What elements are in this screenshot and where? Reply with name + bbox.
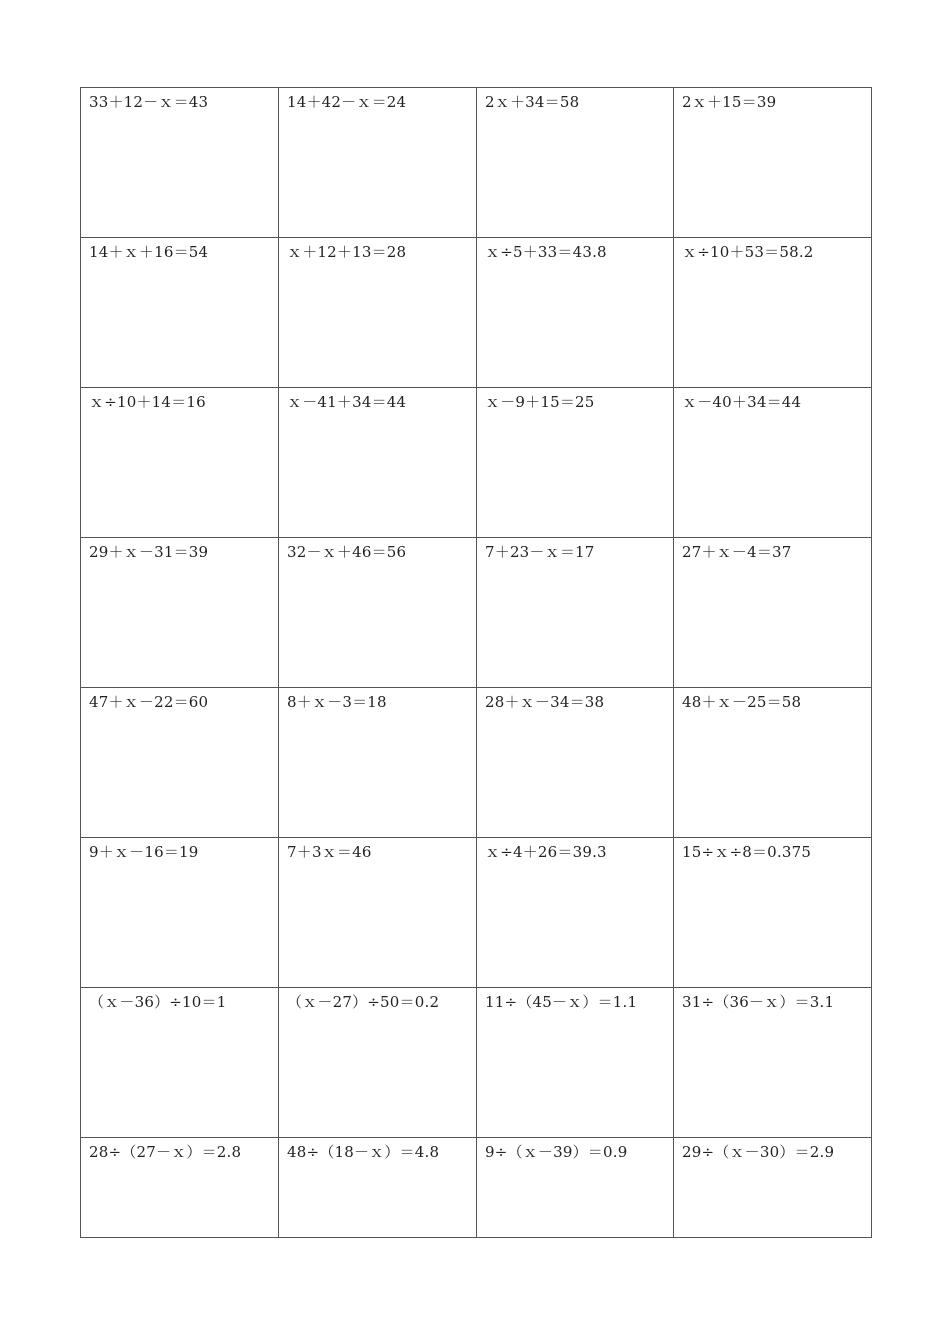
equation-cell	[279, 838, 477, 988]
equation-text: （ｘ－36）÷10＝1	[89, 993, 227, 1011]
equation-text: 29＋ｘ－31＝39	[89, 543, 209, 561]
equation-text: 47＋ｘ－22＝60	[89, 693, 209, 711]
equation-text: 7＋3ｘ＝46	[287, 843, 372, 861]
table-row	[81, 88, 872, 238]
equation-cell	[81, 538, 279, 688]
equation-text: 8＋ｘ－3＝18	[287, 693, 387, 711]
equation-text: 15÷ｘ÷8＝0.375	[682, 843, 812, 861]
table-row	[81, 538, 872, 688]
equation-cell	[81, 988, 279, 1138]
equation-text: ｘ÷5＋33＝43.8	[485, 243, 607, 261]
equation-cell	[477, 1138, 674, 1238]
equation-text: 7＋23－ｘ＝17	[485, 543, 595, 561]
equation-cell	[279, 988, 477, 1138]
equation-cell	[674, 838, 872, 988]
equation-text: 14＋ｘ＋16＝54	[89, 243, 209, 261]
equation-worksheet-table	[80, 87, 872, 1238]
table-row	[81, 1138, 872, 1238]
table-row	[81, 388, 872, 538]
equation-cell	[279, 1138, 477, 1238]
equation-text: 2ｘ＋34＝58	[485, 93, 580, 111]
table-row	[81, 988, 872, 1138]
equation-text: 48÷（18－ｘ）＝4.8	[287, 1143, 440, 1161]
equation-text: ｘ÷10＋14＝16	[89, 393, 206, 411]
equation-text: 29÷（ｘ－30）＝2.9	[682, 1143, 835, 1161]
equation-cell	[279, 388, 477, 538]
equation-text: ｘ÷10＋53＝58.2	[682, 243, 814, 261]
equation-cell	[81, 238, 279, 388]
equation-cell	[279, 238, 477, 388]
equation-cell	[674, 238, 872, 388]
equation-cell	[674, 388, 872, 538]
equation-cell	[477, 388, 674, 538]
equation-cell	[81, 388, 279, 538]
equation-cell	[81, 838, 279, 988]
equation-text: 9＋ｘ－16＝19	[89, 843, 199, 861]
equation-text: 28＋ｘ－34＝38	[485, 693, 605, 711]
equation-text: ｘ÷4＋26＝39.3	[485, 843, 607, 861]
equation-cell	[279, 88, 477, 238]
equation-cell	[674, 538, 872, 688]
table-row	[81, 838, 872, 988]
equation-text: 48＋ｘ－25＝58	[682, 693, 802, 711]
equation-cell	[279, 688, 477, 838]
equation-cell	[81, 88, 279, 238]
equation-cell	[674, 1138, 872, 1238]
equation-cell	[674, 88, 872, 238]
equation-cell	[477, 838, 674, 988]
equation-cell	[477, 238, 674, 388]
equation-text: 31÷（36－ｘ）＝3.1	[682, 993, 835, 1011]
equation-text: ｘ＋12＋13＝28	[287, 243, 407, 261]
equation-text: 11÷（45－ｘ）＝1.1	[485, 993, 638, 1011]
equation-cell	[81, 688, 279, 838]
equation-cell	[477, 688, 674, 838]
equation-cell	[81, 1138, 279, 1238]
equation-text: 32－ｘ＋46＝56	[287, 543, 407, 561]
equation-text: ｘ－41＋34＝44	[287, 393, 407, 411]
equation-cell	[477, 88, 674, 238]
equation-text: 14＋42－ｘ＝24	[287, 93, 407, 111]
equation-text: 33＋12－ｘ＝43	[89, 93, 209, 111]
equation-cell	[674, 688, 872, 838]
equation-text: 2ｘ＋15＝39	[682, 93, 777, 111]
equation-text: 27＋ｘ－4＝37	[682, 543, 792, 561]
equation-text: 28÷（27－ｘ）＝2.8	[89, 1143, 242, 1161]
table-row	[81, 688, 872, 838]
equation-cell	[477, 538, 674, 688]
table-row	[81, 238, 872, 388]
equation-text: ｘ－40＋34＝44	[682, 393, 802, 411]
equation-cell	[279, 538, 477, 688]
equation-text: 9÷（ｘ－39）＝0.9	[485, 1143, 628, 1161]
equation-cell	[477, 988, 674, 1138]
equation-text: （ｘ－27）÷50＝0.2	[287, 993, 440, 1011]
equation-text: ｘ－9＋15＝25	[485, 393, 595, 411]
equation-cell	[674, 988, 872, 1138]
